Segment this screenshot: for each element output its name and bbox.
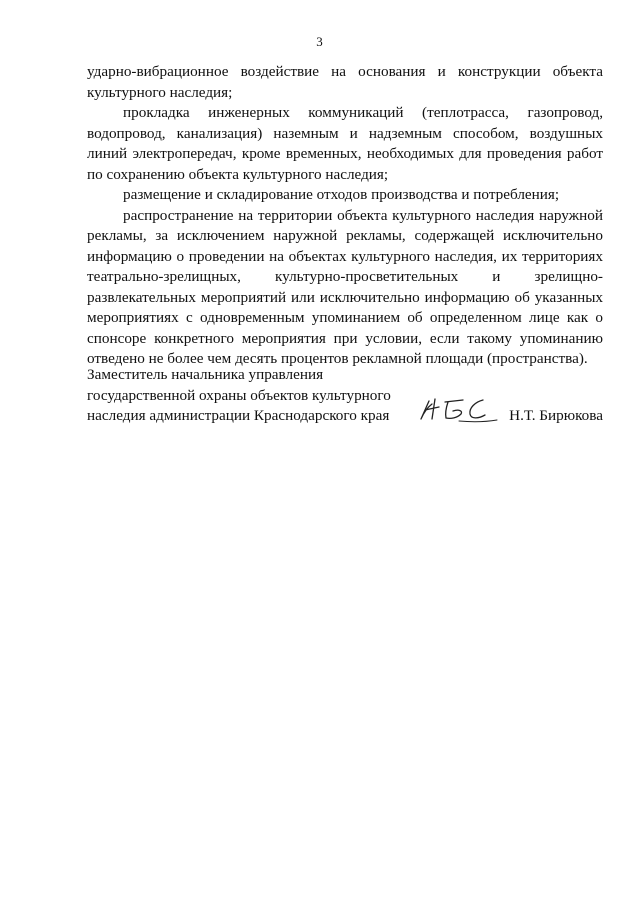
signer-position-line-1: Заместитель начальника управления [87, 366, 324, 383]
signer-position-line-3: наследия администрации Краснодарского края [87, 407, 390, 424]
paragraph-waste: размещение и складирование отходов производства и потребления; [123, 186, 560, 203]
signer-name: Н.Т. Бирюкова [509, 407, 603, 424]
signature-block [87, 365, 603, 427]
paragraph-vibration: ударно-вибрационное воздействие на основания и конструкции объекта культурного наследия; [87, 63, 603, 101]
signer-position-line-2: государственной охраны объектов культурного [87, 386, 391, 404]
paragraph-advertising: распространение на территории объекта культурного наследия наружной рекламы, за исключением наружной рекламы, содержащей исключительно информацию о проведении на объектах культурного наследия, их территориях театрально-зрелищных, культурно-просветительных и зрелищно-развлекательных мероприятий или исключительно информацию об указанных мероприятиях с одновременным упоминанием об определенном лице как о спонсоре конкретного мероприятия при условии, если такому упоминанию отведено не более чем десять процентов рекламной площади (пространства). [87, 206, 603, 367]
handwritten-signature [415, 395, 503, 423]
document-body [87, 62, 603, 370]
paragraph-utilities: прокладка инженерных коммуникаций (теплотрасса, газопровод, водопровод, канализация) наземным и надземным способом, воздушных линий электропередач, кроме временных, необходимых для проведения работ по сохранению объекта культурного наследия; [87, 104, 603, 183]
page-number: 3 [316, 34, 323, 49]
